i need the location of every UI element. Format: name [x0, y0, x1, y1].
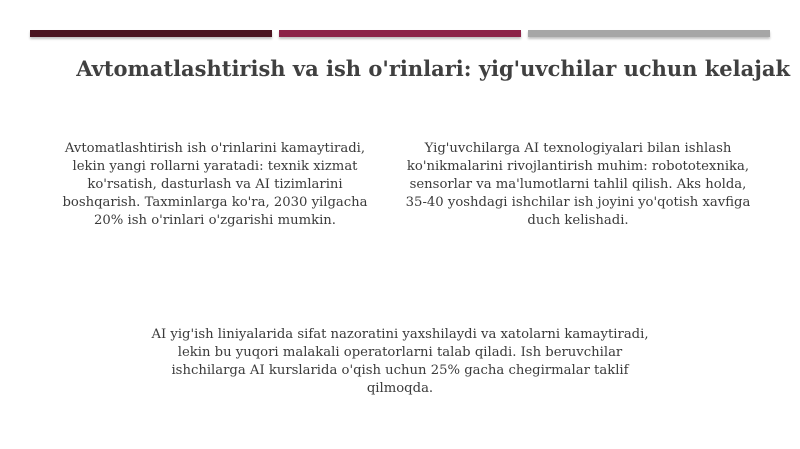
- decorative-bar-gray: [528, 30, 770, 37]
- paragraph-left: Avtomatlashtirish ish o'rinlarini kamaytiradi, lekin yangi rollarni yaratadi: texnik xizmat ko'rsatish, dasturlash va AI tizimlarini boshqarish. Taxminlarga ko'ra, 2030 yilgacha 20% ish o'rinlari o'zgarishi mumkin.: [62, 141, 368, 228]
- paragraph-bottom: AI yig'ish liniyalarida sifat nazoratini yaxshilaydi va xatolarni kamaytiradi, lekin bu yuqori malakali operatorlarni talab qiladi. Ish beruvchilar ishchilarga AI kurslarida o'qish uchun 25% gacha chegirmalar taklif qilmoqda.: [151, 327, 649, 396]
- paragraph-right: Yig'uvchilarga AI texnologiyalari bilan ishlash ko'nikmalarini rivojlantirish muhim: robototexnika, sensorlar va ma'lumotlarni tahlil qilish. Aks holda, 35-40 yoshdagi ishchilar ish joyini yo'qotish xavfiga duch kelishadi.: [405, 141, 751, 228]
- decorative-bar-magenta: [279, 30, 521, 37]
- decorative-bar-dark: [30, 30, 272, 37]
- slide-title: Avtomatlashtirish va ish o'rinlari: yig'uvchilar uchun kelajak: [76, 56, 790, 81]
